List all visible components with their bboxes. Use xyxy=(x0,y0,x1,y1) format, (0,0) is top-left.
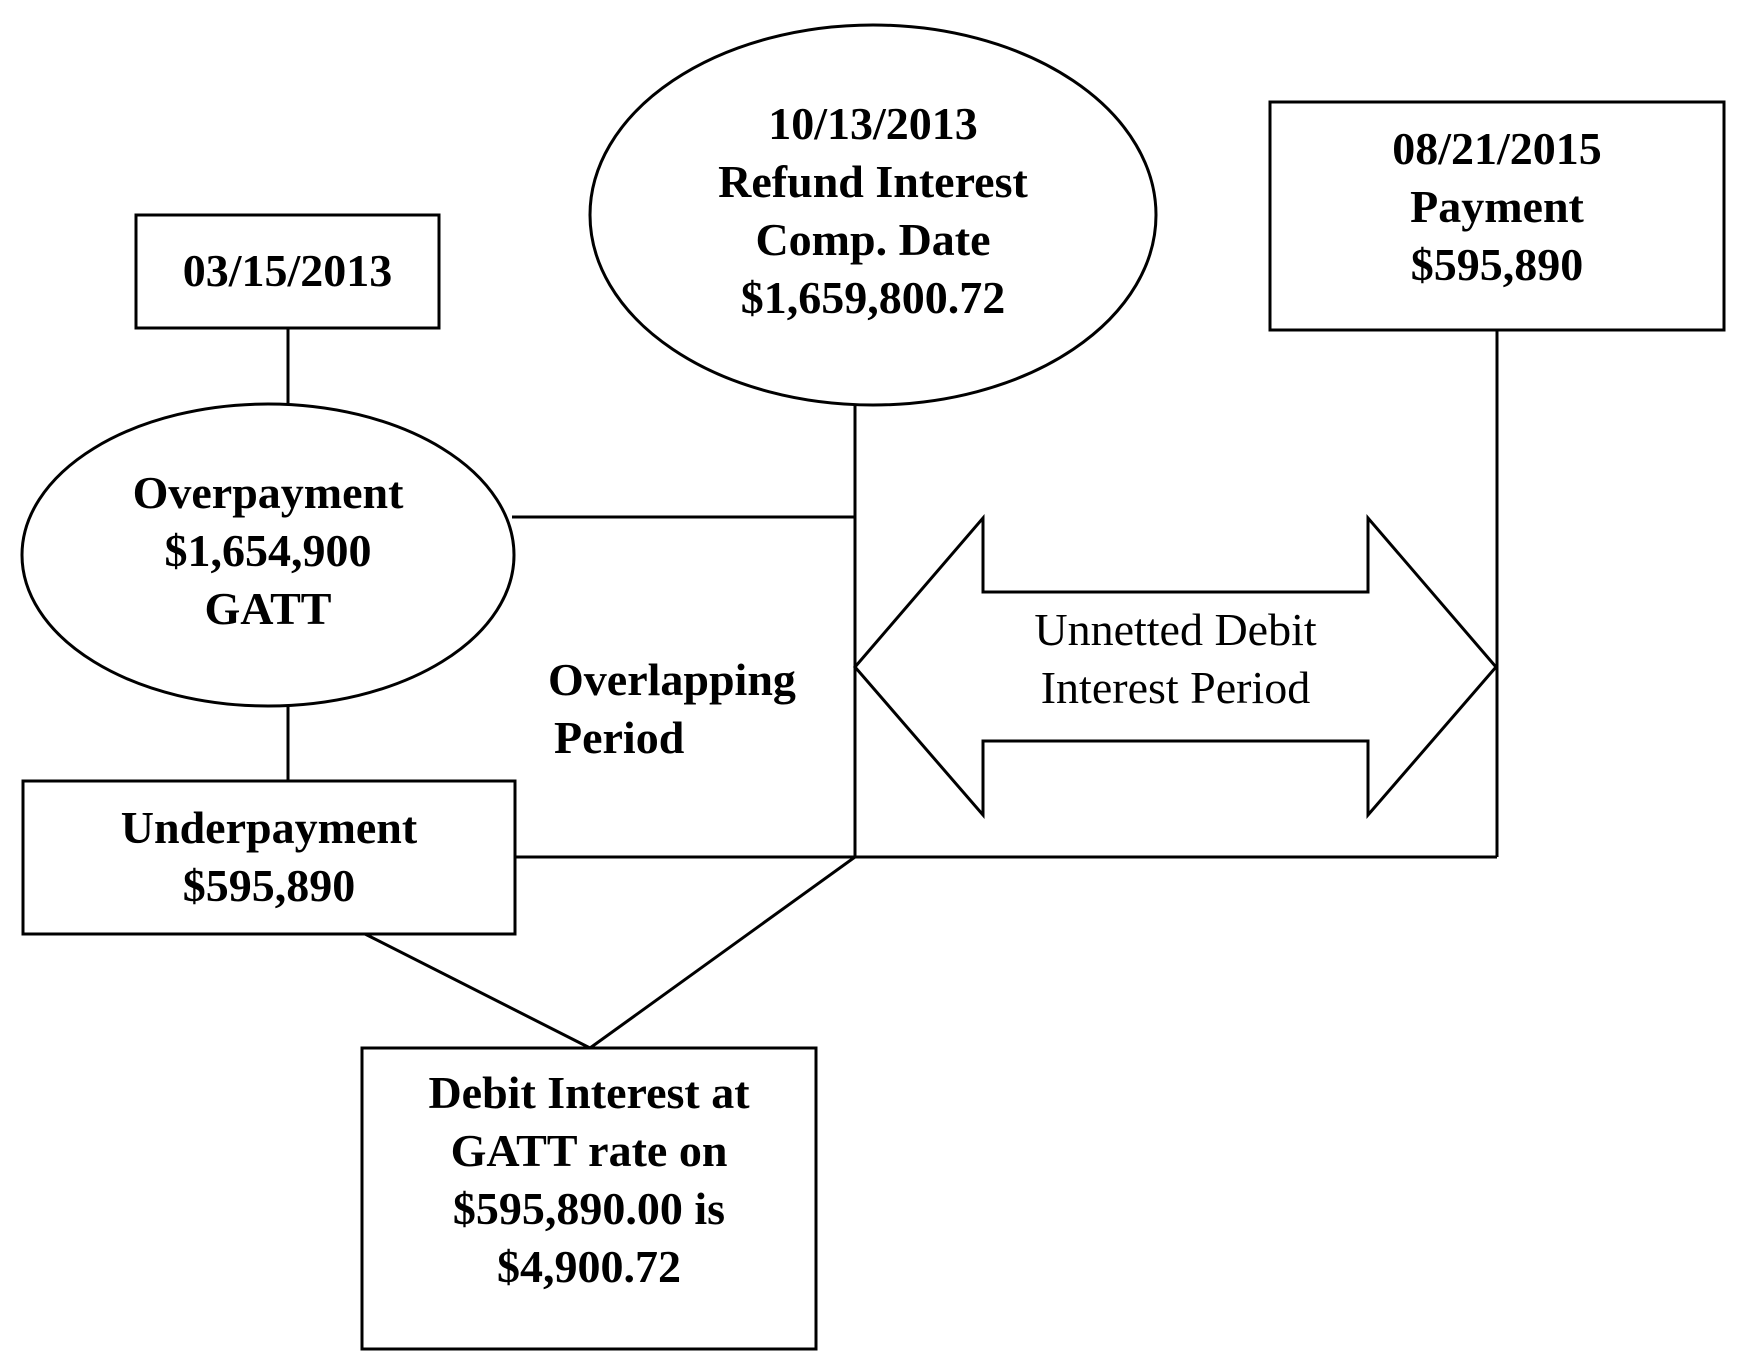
debit-interest-line-2: GATT rate on xyxy=(450,1125,728,1176)
start-date-text: 03/15/2013 xyxy=(182,245,393,296)
debit-interest-label xyxy=(362,1064,816,1296)
refund-interest-date: 10/13/2013 xyxy=(768,98,978,149)
debit-interest-line-3: $595,890.00 is xyxy=(452,1183,726,1234)
refund-interest-subtitle: Comp. Date xyxy=(755,214,991,265)
connector-refund-line-to-debit-interest xyxy=(590,857,855,1048)
refund-interest-title: Refund Interest xyxy=(718,156,1028,207)
refund-interest-amount: $1,659,800.72 xyxy=(740,272,1006,323)
debit-interest-line-1: Debit Interest at xyxy=(428,1067,750,1118)
debit-interest-amount: $4,900.72 xyxy=(497,1241,681,1292)
underpayment-amount: $595,890 xyxy=(182,860,356,911)
overpayment-amount: $1,654,900 xyxy=(164,525,372,576)
unnetted-period-label xyxy=(983,601,1368,717)
overlapping-period-line-1: Overlapping xyxy=(548,654,796,705)
start-date-label xyxy=(136,242,439,300)
refund-interest-label xyxy=(590,95,1156,327)
overpayment-label xyxy=(22,464,514,638)
overpayment-rate: GATT xyxy=(204,583,332,634)
overlapping-period-label xyxy=(548,651,796,767)
payment-title: Payment xyxy=(1410,181,1584,232)
underpayment-title: Underpayment xyxy=(120,802,418,853)
payment-label xyxy=(1270,120,1724,294)
overlapping-period-line-2: Period xyxy=(554,712,685,763)
unnetted-period-line-2: Interest Period xyxy=(1040,662,1311,713)
unnetted-period-line-1: Unnetted Debit xyxy=(1034,604,1317,655)
connector-underpayment-to-debit-interest xyxy=(365,934,590,1048)
underpayment-label xyxy=(23,799,515,915)
payment-amount: $595,890 xyxy=(1410,239,1584,290)
payment-date: 08/21/2015 xyxy=(1392,123,1602,174)
overpayment-title: Overpayment xyxy=(132,467,404,518)
